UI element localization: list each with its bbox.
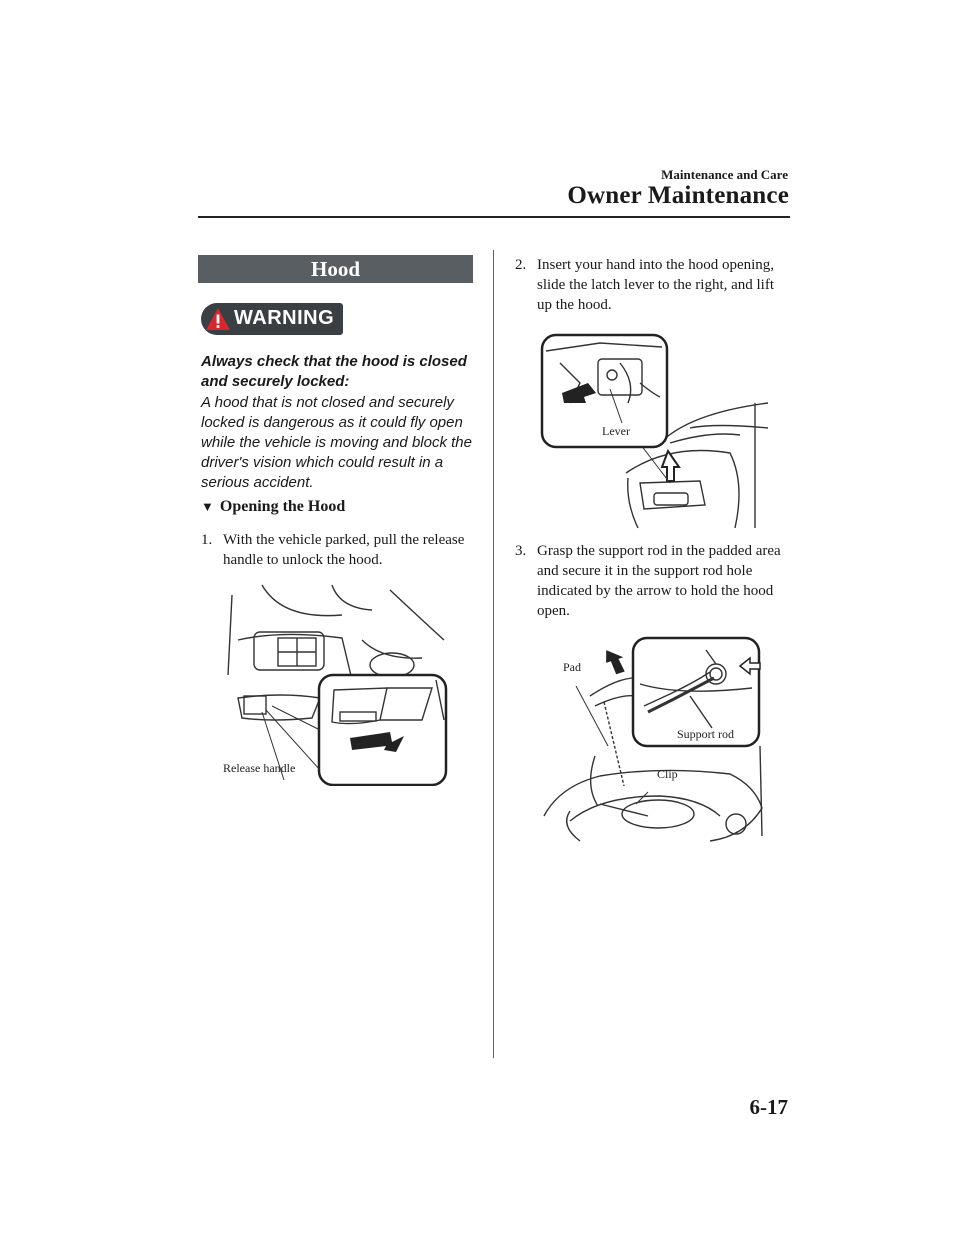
release-handle-figure: [222, 580, 448, 786]
warning-badge: [201, 303, 343, 335]
step-text: With the vehicle parked, pull the release handle to unlock the hood.: [223, 532, 465, 568]
header-divider: [198, 216, 790, 218]
warning-body: A hood that is not closed and securely locked is dangerous as it could fly open while the vehicle is moving and block the driver's vision which could result in a serious accident.: [201, 394, 472, 491]
lever-figure: [540, 333, 770, 533]
step-3: [515, 541, 791, 621]
hood-heading: Hood: [198, 255, 473, 283]
release-handle-callout: Release handle: [223, 761, 296, 775]
step-2: [515, 255, 791, 315]
clip-callout: Clip: [657, 767, 678, 781]
step-text: Grasp the support rod in the padded area and secure it in the support rod hole indicated by the arrow to hold the hood open.: [537, 543, 781, 619]
subheading: [201, 498, 345, 516]
subheading-text: Opening the Hood: [219, 498, 346, 515]
triangle-bullet-icon: ▼: [201, 499, 214, 514]
page-title: Owner Maintenance: [567, 182, 789, 209]
page-number: 6-17: [749, 1095, 788, 1119]
section-label: Maintenance and Care: [661, 167, 788, 182]
step-text: Insert your hand into the hood opening, slide the latch lever to the right, and lift up the hood.: [537, 257, 775, 313]
step-1: [201, 530, 477, 570]
lever-callout: Lever: [602, 424, 630, 438]
step-number: 2.: [515, 257, 527, 273]
warning-title: Always check that the hood is closed and securely locked:: [201, 353, 467, 390]
column-divider: [493, 250, 494, 1058]
step-number: 1.: [201, 532, 213, 548]
pad-callout: Pad: [563, 660, 581, 674]
step-number: 3.: [515, 543, 527, 559]
warning-label: WARNING: [234, 307, 335, 329]
warning-icon: [205, 307, 231, 331]
support-rod-callout: Support rod: [677, 727, 734, 741]
